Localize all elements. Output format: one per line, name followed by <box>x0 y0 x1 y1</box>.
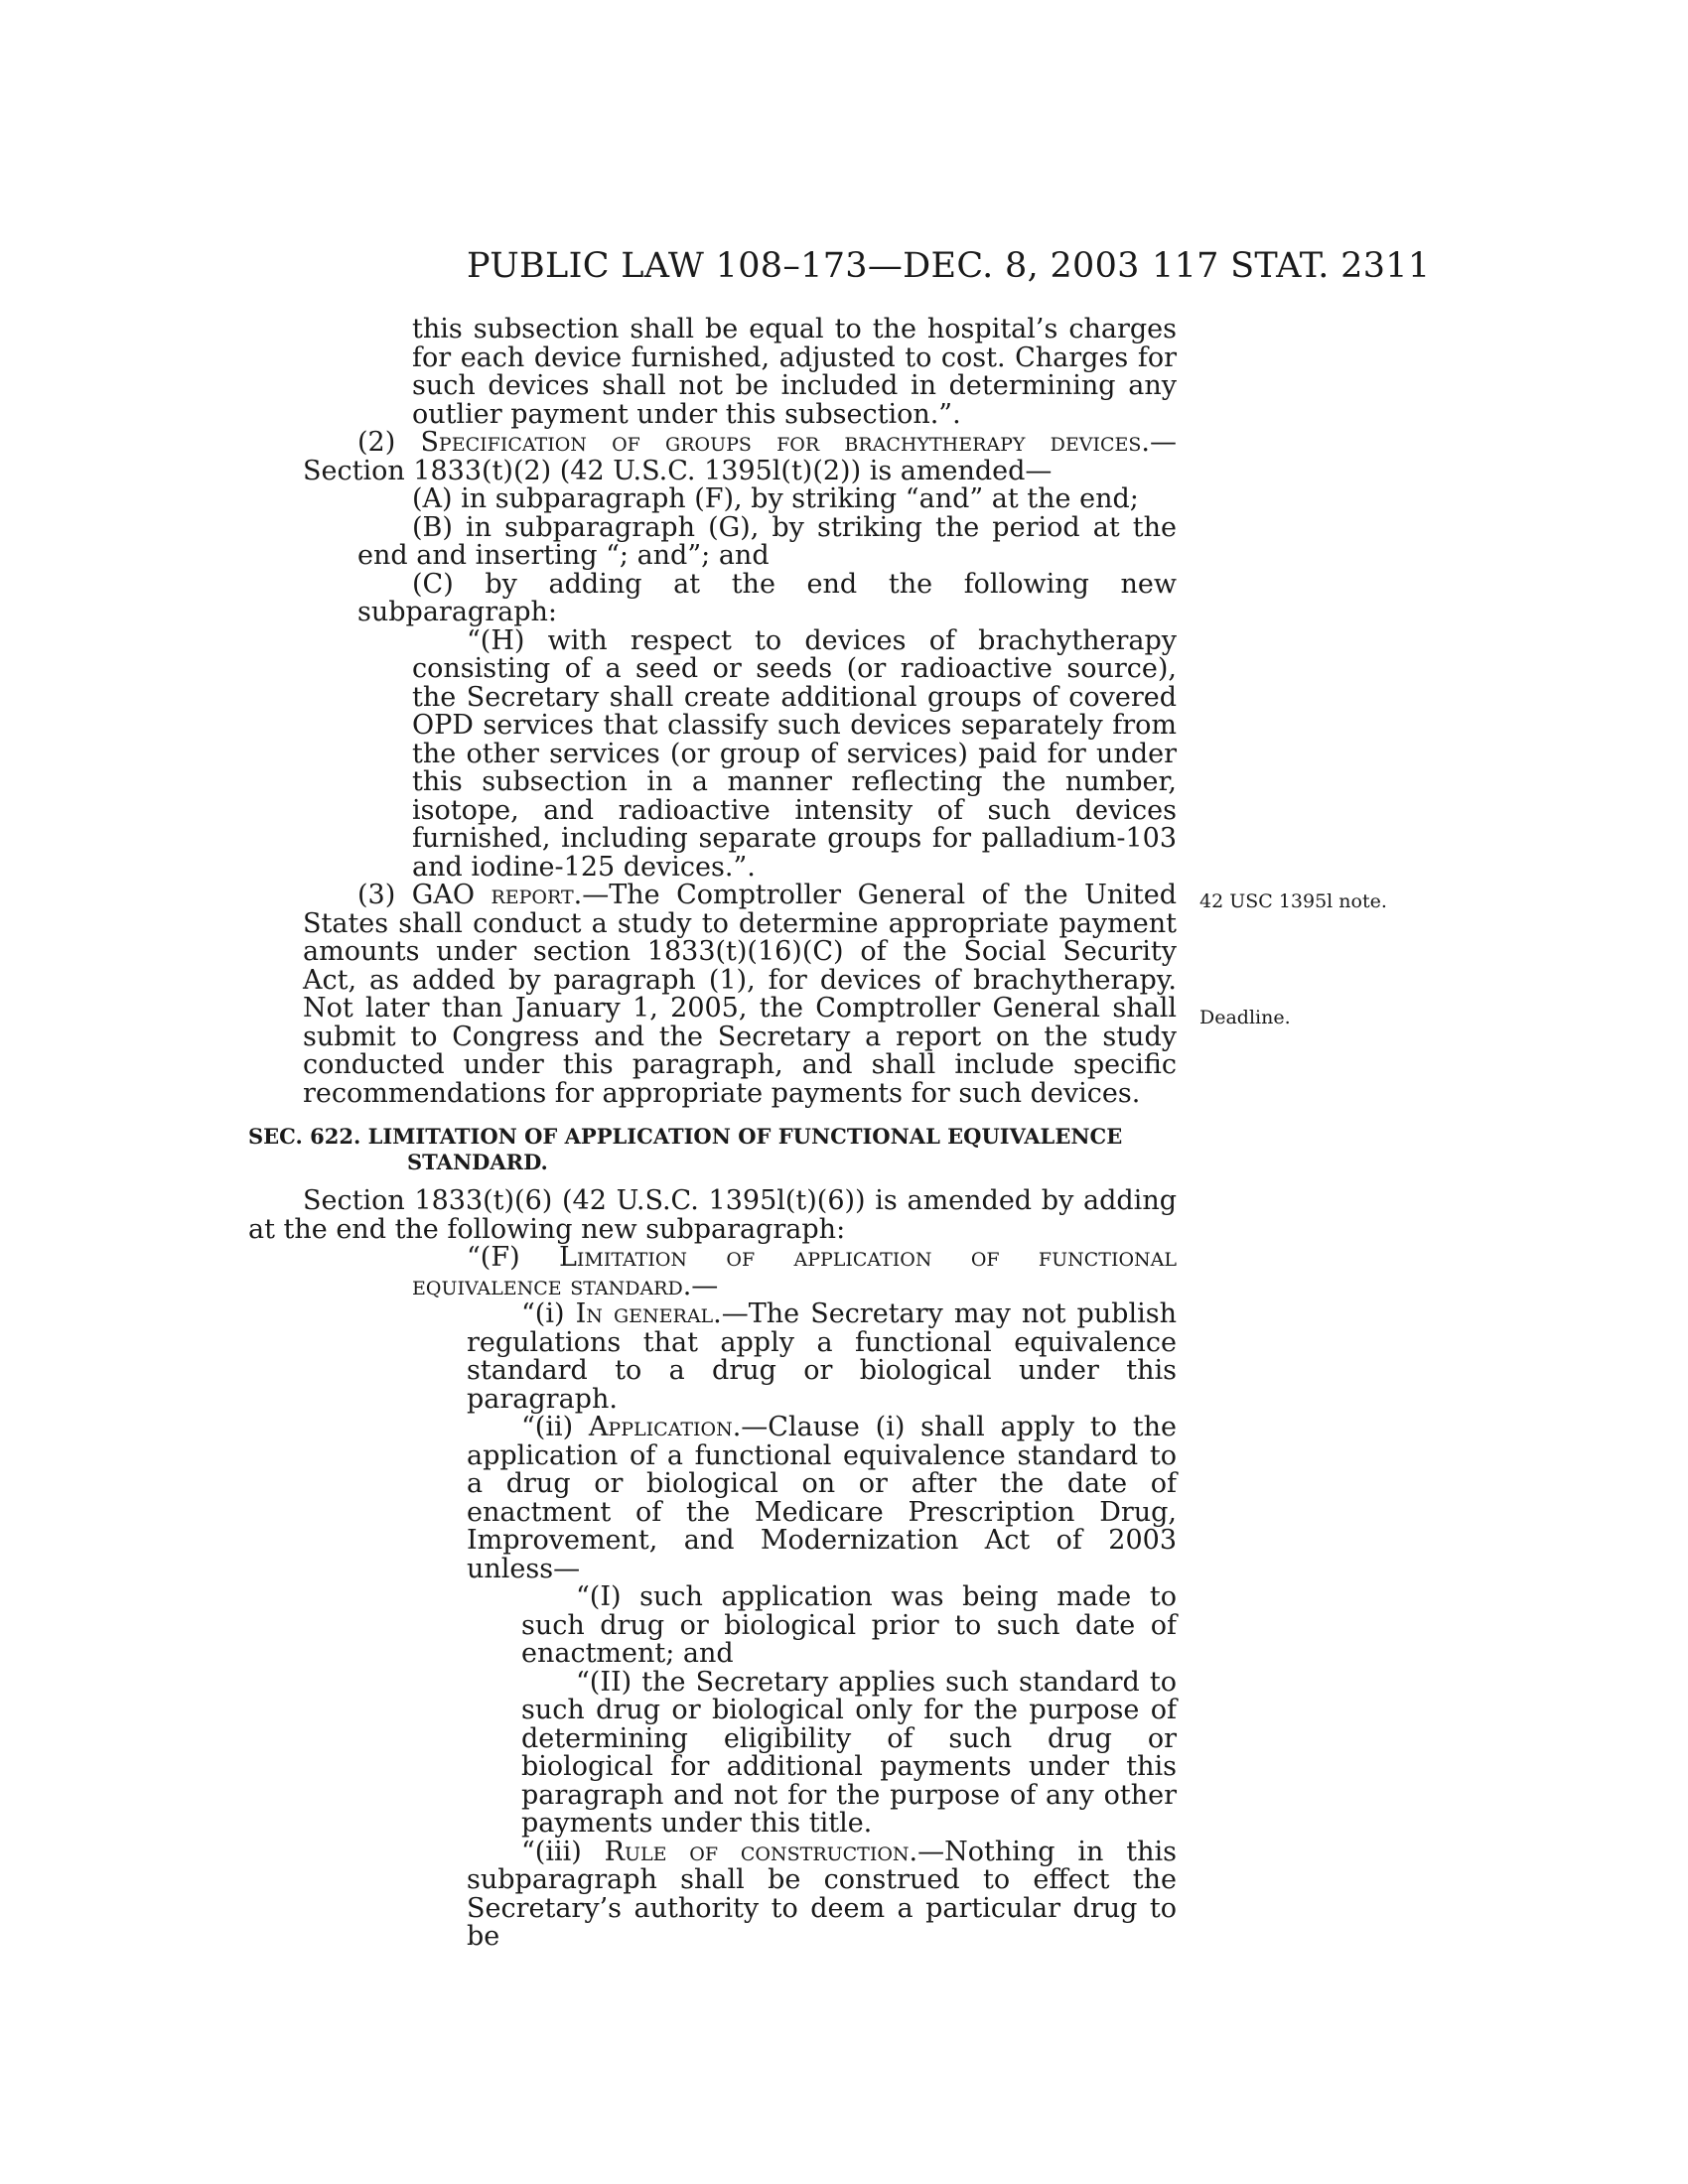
margin-note-deadline: Deadline. <box>1199 1007 1291 1028</box>
clause-ii-text: —Clause (i) shall apply to the application of a functional equivalence standard to a drug or biological on or after the date of enactment of the Medicare Prescription Drug, Improvement, and Modernization Act of 2003 unless— <box>467 1412 1177 1584</box>
paragraph-3-heading: GAO report. <box>411 880 583 910</box>
margin-note-usc: 42 USC 1395l note. <box>1199 890 1387 912</box>
paragraph-2-text: —Section 1833(t)(2) (42 U.S.C. 1395l(t)(2)) is amended— <box>303 427 1177 486</box>
subparagraph-h: “(H) with respect to devices of brachytherapy consisting of a seed or seeds (or radioactive source), the Secretary shall create additional groups of covered OPD services that classify such devices separately from the other services (or group of services) paid for under this subsection in a manner reflecting the number, isotope, and radioactive intensity of such devices furnished, including separate groups for palladium-103 and iodine-125 devices.”. <box>412 624 1177 883</box>
running-header-title: PUBLIC LAW 108–173—DEC. 8, 2003 <box>467 246 1140 286</box>
clause-i <box>303 1300 1177 1414</box>
clause-iii <box>303 1836 1178 1952</box>
page-number: 117 STAT. 2311 <box>1152 246 1431 286</box>
section-text: Section 1833(t)(6) (42 U.S.C. 1395l(t)(6)) is amended by adding at the end the following new subparagraph: <box>248 1185 1177 1245</box>
subparagraph-f-dash: — <box>691 1270 719 1301</box>
clause-ii-number: “(ii) <box>521 1412 589 1442</box>
subparagraph-a: (A) in subparagraph (F), by striking “and” at the end; <box>412 483 1139 514</box>
section-heading: SEC. 622. LIMITATION OF APPLICATION OF FUNCTIONAL EQUIVALENCE STANDARD. <box>248 1124 1123 1174</box>
paragraph-3-text: —The Comptroller General of the United States shall conduct a study to determine appropriate payment amounts under section 1833(t)(16)(C) of the Social Security Act, as added by paragraph (1), for devices of brachytherapy. Not later than January 1, 2005, the Comptroller General shall submit to Congress and the Secretary a report on the study conducted under this paragraph, and shall include specific recommendations for appropriate payments for such devices. <box>303 880 1177 1109</box>
clause-i-number: “(i) <box>521 1298 576 1329</box>
subparagraph-f-number: “(F) <box>467 1242 559 1273</box>
body-text <box>248 314 1178 1952</box>
subclause-i: “(I) such application was being made to such drug or biological prior to such date of enactment; and <box>521 1581 1177 1669</box>
clause-ii <box>303 1414 1177 1583</box>
subparagraph-c: (C) by adding at the end the following new subparagraph: <box>357 568 1177 627</box>
clause-i-text: —The Secretary may not publish regulations that apply a functional equivalence standard to a drug or biological under this paragraph. <box>467 1298 1177 1415</box>
paragraph-3-number: (3) <box>357 880 412 910</box>
subclause-ii: “(II) the Secretary applies such standard to such drug or biological only for the purpose of determining eligibility of such drug or biological for additional payments under this paragraph and not for the purpose of any other payments under this title. <box>521 1666 1177 1839</box>
clause-iii-number: “(iii) <box>521 1836 605 1867</box>
clause-ii-heading: Application. <box>588 1412 742 1442</box>
subparagraph-f-heading: Limitation of application of functional equivalence standard. <box>412 1242 1178 1301</box>
clause-i-heading: In general. <box>575 1298 722 1329</box>
subparagraph-f <box>303 1244 1177 1300</box>
clause-iii-text: —Nothing in this subparagraph shall be construed to effect the Secretary’s authority to deem a particular drug to be <box>467 1836 1178 1952</box>
clause-iii-heading: Rule of construction. <box>604 1836 918 1867</box>
subparagraph-b: (B) in subparagraph (G), by striking the period at the end and inserting “; and”; and <box>357 511 1177 571</box>
paragraph-2-heading: Specification of groups for brachytherapy devices. <box>420 427 1150 458</box>
paragraph-2 <box>303 429 1177 485</box>
paragraph-3 <box>303 882 1177 1108</box>
paragraph-continuation: this subsection shall be equal to the hospital’s charges for each device furnished, adjusted to cost. Charges for such devices shall not be included in determining any outlier payment under this subsection.”. <box>412 314 1177 430</box>
paragraph-2-number: (2) <box>357 427 421 458</box>
